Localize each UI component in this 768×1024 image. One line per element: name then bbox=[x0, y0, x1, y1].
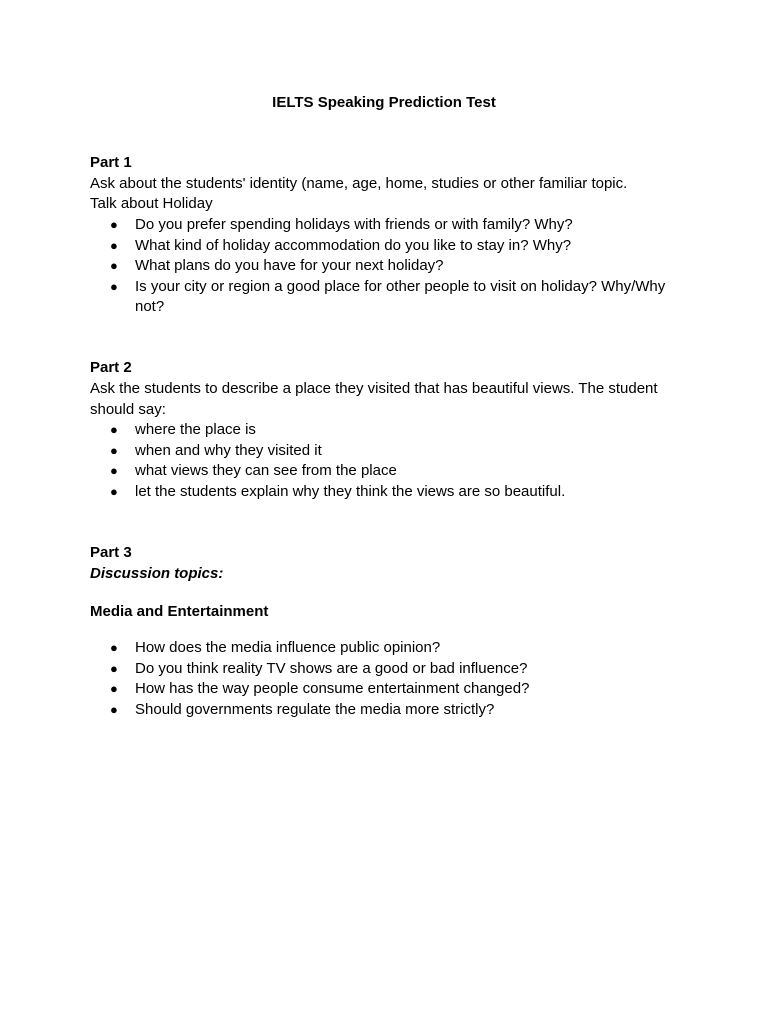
list-item: ● when and why they visited it bbox=[0, 441, 768, 462]
bullet-icon: ● bbox=[110, 422, 118, 437]
part3-topic: Media and Entertainment bbox=[90, 603, 269, 620]
list-item: ● How does the media influence public opinion? bbox=[0, 638, 768, 659]
bullet-icon: ● bbox=[110, 463, 118, 479]
bullet-icon: ● bbox=[110, 483, 118, 499]
page-title: IELTS Speaking Prediction Test bbox=[272, 94, 496, 111]
part1-topic: Talk about Holiday bbox=[90, 195, 213, 212]
bullet-icon: ● bbox=[110, 640, 118, 655]
part2-intro-line2: should say: bbox=[90, 401, 166, 418]
part3-subheading: Discussion topics: bbox=[90, 565, 224, 582]
part2-point-list bbox=[0, 420, 768, 502]
part1-question-list bbox=[0, 215, 768, 318]
list-item: ● What kind of holiday accommodation do you like to stay in? Why? bbox=[0, 236, 768, 257]
part1-heading: Part 1 bbox=[90, 154, 132, 171]
list-item: ● where the place is bbox=[0, 420, 768, 441]
bullet-icon: ● bbox=[110, 681, 118, 697]
part3-question-list bbox=[0, 638, 768, 720]
bullet-icon: ● bbox=[110, 237, 118, 253]
list-item: ● Should governments regulate the media more strictly? bbox=[0, 700, 768, 721]
bullet-icon: ● bbox=[110, 278, 118, 294]
bullet-icon: ● bbox=[110, 660, 118, 676]
bullet-icon: ● bbox=[110, 217, 118, 232]
bullet-icon: ● bbox=[110, 701, 118, 717]
part2-intro-line1: Ask the students to describe a place they visited that has beautiful views. The student bbox=[90, 380, 658, 397]
list-item: ● Do you think reality TV shows are a good or bad influence? bbox=[0, 659, 768, 680]
list-item: ● what views they can see from the place bbox=[0, 461, 768, 482]
list-item: ● How has the way people consume entertainment changed? bbox=[0, 679, 768, 700]
list-item: ● What plans do you have for your next holiday? bbox=[0, 256, 768, 277]
part2-heading: Part 2 bbox=[90, 359, 132, 376]
list-item: ● let the students explain why they think the views are so beautiful. bbox=[0, 482, 768, 503]
part3-heading: Part 3 bbox=[90, 544, 132, 561]
list-item: ● Do you prefer spending holidays with friends or with family? Why? bbox=[0, 215, 768, 236]
list-item: ● Is your city or region a good place for other people to visit on holiday? Why/Why not? bbox=[110, 277, 666, 316]
bullet-icon: ● bbox=[110, 442, 118, 458]
part1-intro: Ask about the students' identity (name, age, home, studies or other familiar topic. bbox=[90, 175, 628, 192]
bullet-icon: ● bbox=[110, 258, 118, 274]
